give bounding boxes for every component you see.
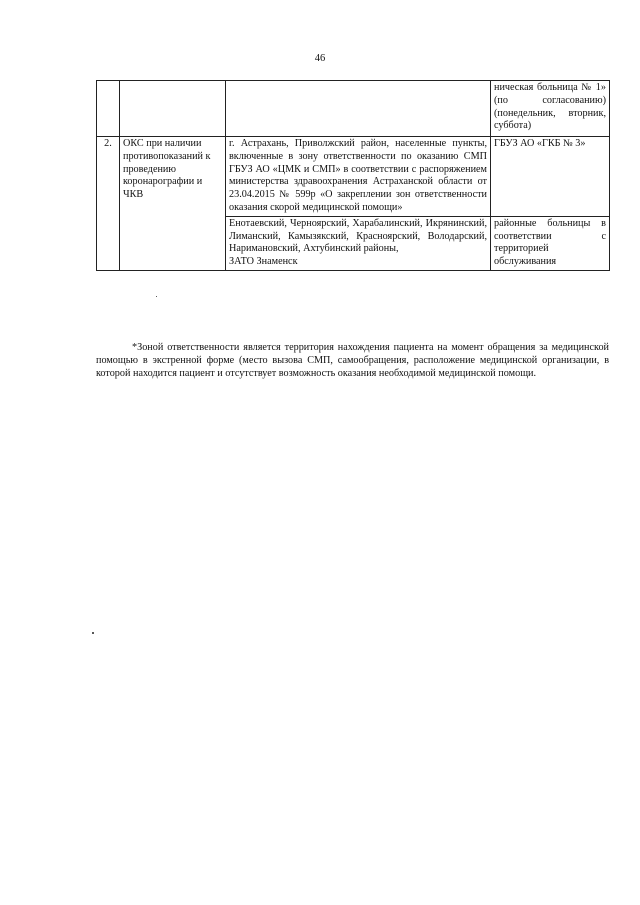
cell-territory-continuation [226,81,491,137]
scan-speck [92,632,94,634]
cell-hospital-district: районные больницы в соответствии с территорией обслуживания [491,216,610,270]
scan-speck [156,296,157,297]
page-number: 46 [314,53,326,64]
cell-hospital-continuation: ническая больница № 1» (по согласованию) (понедельник, вторник, суббота) [491,81,610,137]
hospital-routing-table [96,80,610,271]
table-row-2a [97,137,610,217]
footnote: *Зоной ответственности является территория нахождения пациента на момент обращения за медицинской помощью в экстренной форме (место вызова СМП, самообращения, расположение медицинской организации, в которой находится пациент и отсутствует возможность оказания необходимой медицинской помощи. [96,342,609,379]
cell-condition-continuation [120,81,226,137]
cell-num-continuation [97,81,120,137]
cell-hospital-gkb3: ГБУЗ АО «ГКБ № 3» [491,137,610,217]
cell-territory-districts [226,216,491,270]
cell-territory-astrakhan: г. Астрахань, Приволжский район, населенные пункты, включенные в зону ответственности по оказанию СМП ГБУЗ АО «ЦМК и СМП» в соответствии с распоряжением министерства здравоохранения Астраханской области от 23.04.2015 № 599р «О закреплении зон ответственности оказания скорой медицинской помощи» [226,137,491,217]
zato-znamensk: ЗАТО Знаменск [229,256,298,268]
districts-list: Енотаевский, Черноярский, Харабалинский, Икрянинский, Лиманский, Камызякский, Красноярский, Володарский, Наримановский, Ахтубинский районы, [229,217,487,255]
table-row-continuation [97,81,610,137]
cell-condition: ОКС при наличии противопоказаний к проведению коронарографии и ЧКВ [120,137,226,271]
cell-row-number: 2. [97,137,120,271]
